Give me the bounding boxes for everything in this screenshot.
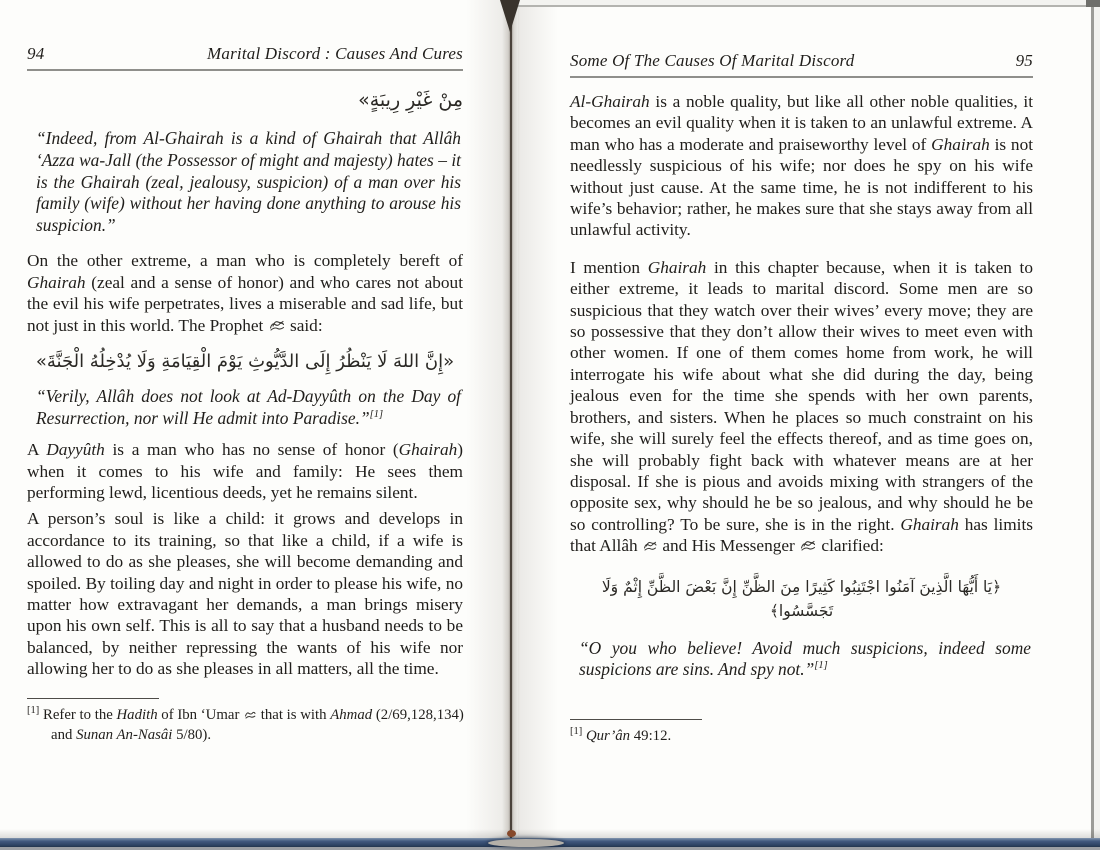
right-footnote [570, 719, 1030, 747]
right-page-number: 95 [1015, 51, 1033, 70]
footnote-text: [1] Qur’ân 49:12. [570, 726, 672, 744]
footnote-text: [1] Refer to the Hadith of Ibn ‘Umar that is with Ahmad (2/69,128,134) and Sunan An-Nasâi 5/80). [27, 705, 464, 743]
left-footnote [27, 698, 465, 745]
paragraph-dayyuth-definition: A Dayyûth is a man who has no sense of honor (Ghairah) when it comes to his wife and family: He sees them performing lewd, licentious deeds, yet he remains silent. [27, 440, 463, 502]
left-running-head [27, 44, 463, 71]
paragraph-mention-ghairah: I mention Ghairah in this chapter because, when it is taken to either extreme, it leads to marital discord. Some men are so suspicious that they watch over their wives’ every move; they are so possessive that they don’t allow their wives to meet even with other women. If one of them comes home from work, he will interrogate his wife about what she did during the day, being jealous even for the time she spends with her own parents, brothers, and sisters. When he places so much constraint on his wife, she will surely feel the effects thereof, and as time goes on, she will probably fight back with whatever means are at her disposal. If she is pious and avoids mixing with strangers of the opposite sex, why should he be so jealous, and why should he be so controlling? To be sure, she is in the right. Ghairah has limits that Allâh and His Messenger clarified: [570, 257, 1033, 556]
jalla-jalaluhu-icon [643, 540, 657, 552]
gutter-top-wedge [500, 0, 520, 32]
left-page-number: 94 [27, 44, 45, 63]
footnote-rule [570, 719, 702, 720]
radi-allahu-anhu-icon [244, 709, 256, 720]
spine-bump [488, 839, 564, 847]
top-right-corner-mark [1086, 0, 1100, 7]
paragraph-soul-like-child: A person’s soul is like a child: it grows and develops in accordance to its training, so that like a child, if a wife is allowed to do as she pleases, she will become demanding and spoiled. By toiling day and night in order to please his wife, no matter how extravagant her demands, a man brings misery upon his own self. This is all to say that a husband needs to be balanced, by neither repressing the wants of his wife nor allowing her to do as she pleases in all matters, all the time. [27, 509, 463, 679]
arabic-fragment: مِنْ غَيْرِ رِيبَةٍ» [358, 89, 463, 111]
binding-glue-dot [507, 830, 516, 837]
quote-ghairah-hadith: “Indeed, from Al-Ghairah is a kind of Ghairah that Allâh ‘Azza wa-Jall (the Possessor of might and majesty) hates – it is the Ghairah (zeal, jealousy, suspicion) of a man over his family (wife) without her having done anything to arouse his suspicion.” [36, 128, 461, 235]
book-gutter-shadow [502, 0, 520, 838]
right-header-title: Some Of The Causes Of Marital Discord [570, 51, 855, 70]
right-running-head [570, 51, 1033, 78]
pbuh-icon [269, 319, 285, 332]
gutter-line [510, 0, 512, 838]
arabic-quran-verse: ﴿يَا أَيُّهَا الَّذِينَ آمَنُوا اجْتَنِبُوا كَثِيرًا مِنَ الظَّنِّ إِنَّ بَعْضَ الظَّنِّ إِثْمٌ وَلَا تَجَسَّسُوا﴾ [601, 577, 1002, 620]
footnote-rule [27, 698, 159, 699]
left-page [0, 0, 512, 838]
arabic-hadith-dayyuth: «إِنَّ اللهَ لَا يَنْظُرُ إِلَى الدَّيُّوثِ يَوْمَ الْقِيَامَةِ وَلَا يُدْخِلُهُ الْجَنَّةَ» [35, 351, 455, 373]
paragraph-noble-quality: Al-Ghairah is a noble quality, but like all other noble qualities, it becomes an evil quality when it is taken to an unlawful extreme. A man who has a moderate and praiseworthy level of Ghairah is not needlessly suspicious of his wife; nor does he spy on his wife without just cause. At the same time, he is not indifferent to his wife’s behavior; rather, he makes sure that she stays away from all unlawful activity. [570, 92, 1034, 240]
page-bottom-shadow [0, 829, 1100, 838]
quote-believe-translation: “O you who believe! Avoid much suspicions, indeed some suspicions are sins. And spy not.”[1] [579, 637, 1031, 680]
paragraph-other-extreme: On the other extreme, a man who is completely bereft of Ghairah (zeal and a sense of honor) and who cares not about the evil his wife perpetrates, lives a miserable and sad life, but not just in this world. The Prophet said: [27, 251, 463, 335]
pbuh-icon [800, 539, 816, 552]
left-header-title: Marital Discord : Causes And Cures [207, 44, 463, 63]
quote-dayyuth-translation: “Verily, Allâh does not look at Ad-Dayyûth on the Day of Resurrection, nor will He admit into Paradise.”[1] [36, 385, 461, 428]
right-page [518, 5, 1094, 838]
